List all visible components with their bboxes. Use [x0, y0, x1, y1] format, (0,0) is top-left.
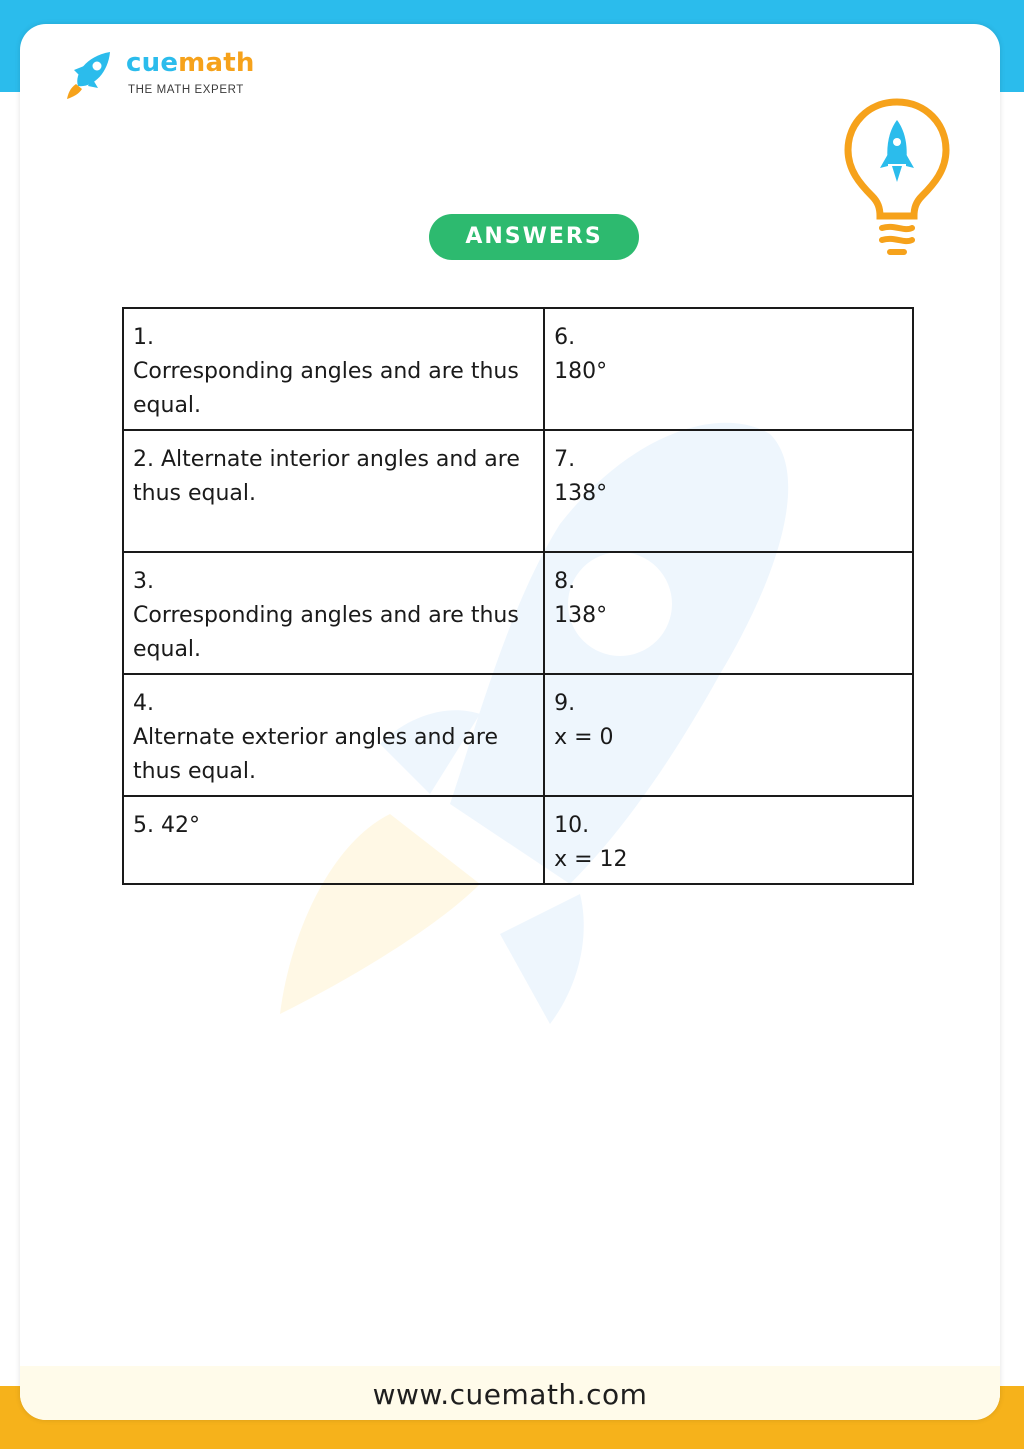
- table-row: [123, 796, 913, 884]
- answer-cell: [123, 552, 544, 674]
- answer-cell: [544, 674, 913, 796]
- answer-number: 3.: [133, 569, 154, 594]
- rocket-logo-icon: [64, 44, 120, 100]
- answer-text: 138°: [554, 603, 608, 628]
- answer-number: 10.: [554, 813, 590, 838]
- answer-text: equal.: [133, 393, 202, 418]
- brand-tagline: THE MATH EXPERT: [128, 84, 244, 96]
- answers-badge: ANSWERS: [429, 214, 639, 260]
- answer-text: Alternate exterior angles and are: [133, 725, 498, 750]
- worksheet-page: [20, 24, 1000, 1420]
- answer-cell: [123, 430, 544, 552]
- answer-number: 6.: [554, 325, 576, 350]
- cuemath-logo[interactable]: [64, 44, 264, 104]
- table-row: [123, 308, 913, 430]
- table-row: [123, 430, 913, 552]
- footer-website-link[interactable]: www.cuemath.com: [372, 1378, 648, 1411]
- answer-cell: [544, 308, 913, 430]
- answer-text: equal.: [133, 637, 202, 662]
- brand-name: cuemath: [126, 48, 255, 78]
- answer-number: 4.: [133, 691, 154, 716]
- answer-cell: [544, 796, 913, 884]
- answer-cell: [123, 674, 544, 796]
- answer-text: thus equal.: [133, 759, 256, 784]
- answer-text: x = 0: [554, 725, 614, 750]
- answer-cell: [544, 430, 913, 552]
- answer-number: 7.: [554, 447, 576, 472]
- answer-number: 1.: [133, 325, 154, 350]
- answer-text: x = 12: [554, 847, 628, 872]
- answer-number: 8.: [554, 569, 576, 594]
- answer-cell: [544, 552, 913, 674]
- answer-cell: [123, 308, 544, 430]
- answer-cell: [123, 796, 544, 884]
- answer-text: 180°: [554, 359, 608, 384]
- answer-text: thus equal.: [133, 481, 256, 506]
- answer-number: 5. 42°: [133, 813, 200, 838]
- answer-number: 9.: [554, 691, 576, 716]
- lightbulb-rocket-icon: [842, 98, 952, 264]
- table-row: [123, 552, 913, 674]
- answers-table: [122, 307, 914, 885]
- answer-text: Corresponding angles and are thus: [133, 603, 519, 628]
- answer-number: 2. Alternate interior angles and are: [133, 447, 520, 472]
- footer: [20, 1366, 1000, 1420]
- table-row: [123, 674, 913, 796]
- answer-text: 138°: [554, 481, 608, 506]
- answer-text: Corresponding angles and are thus: [133, 359, 519, 384]
